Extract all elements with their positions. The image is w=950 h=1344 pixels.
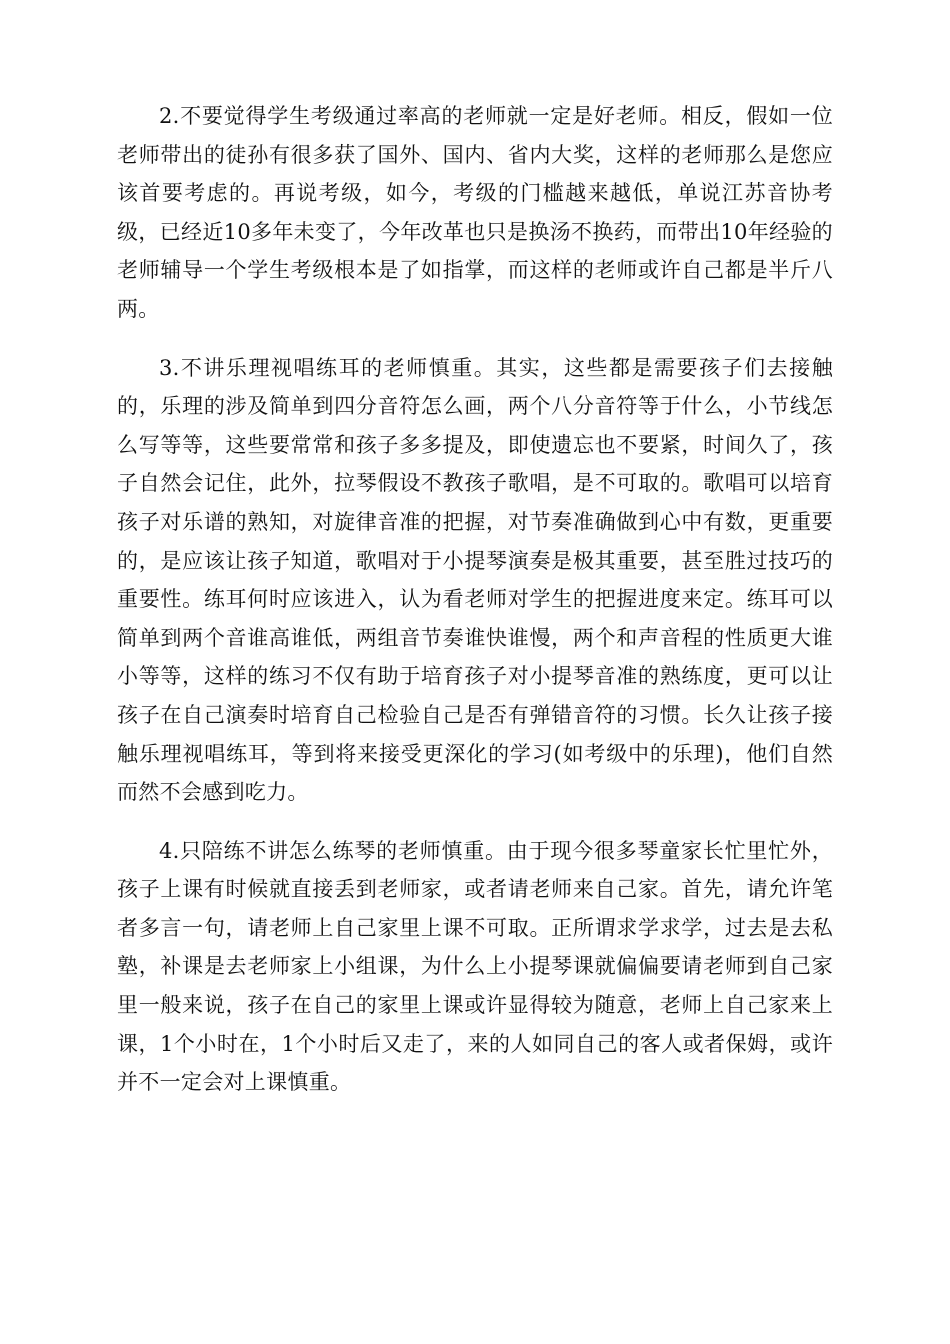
paragraph-3: 3.不讲乐理视唱练耳的老师慎重。其实，这些都是需要孩子们去接触的，乐理的涉及简单到四分音符怎么画，两个八分音符等于什么，小节线怎么写等等，这些要常常和孩子多多提及，即使遗忘也不要紧，时间久了，孩子自然会记住，此外，拉琴假设不教孩子歌唱，是不可取的。歌唱可以培育孩子对乐谱的熟知，对旋律音准的把握，对节奏准确做到心中有数，更重要的，是应该让孩子知道，歌唱对于小提琴演奏是极其重要，甚至胜过技巧的重要性。练耳何时应该进入，认为看老师对学生的把握进度来定。练耳可以简单到两个音谁高谁低，两组音节奏谁快谁慢，两个和声音程的性质更大谁小等等，这样的练习不仅有助于培育孩子对小提琴音准的熟练度，更可以让孩子在自己演奏时培育自己检验自己是否有弹错音符的习惯。长久让孩子接触乐理视唱练耳，等到将来接受更深化的学习(如考级中的乐理)，他们自然而然不会感到吃力。 (117, 355, 833, 805)
paragraph-4: 4.只陪练不讲怎么练琴的老师慎重。由于现今很多琴童家长忙里忙外，孩子上课有时候就直接丢到老师家，或者请老师来自己家。首先，请允许笔者多言一句，请老师上自己家里上课不可取。正所谓求学求学，过去是去私塾，补课是去老师家上小组课，为什么上小提琴课就偏偏要请老师到自己家里一般来说，孩子在自己的家里上课或许显得较为随意，老师上自己家来上课，1个小时在，1个小时后又走了，来的人如同自己的客人或者保姆，或许并不一定会对上课慎重。 (117, 838, 833, 1095)
document-page (117, 97, 833, 1122)
paragraph-2: 2.不要觉得学生考级通过率高的老师就一定是好老师。相反，假如一位老师带出的徒孙有很多获了国外、国内、省内大奖，这样的老师那么是您应该首要考虑的。再说考级，如今，考级的门槛越来越低，单说江苏音协考级，已经近10多年未变了，今年改革也只是换汤不换药，而带出10年经验的老师辅导一个学生考级根本是了如指掌，而这样的老师或许自己都是半斤八两。 (117, 104, 833, 321)
